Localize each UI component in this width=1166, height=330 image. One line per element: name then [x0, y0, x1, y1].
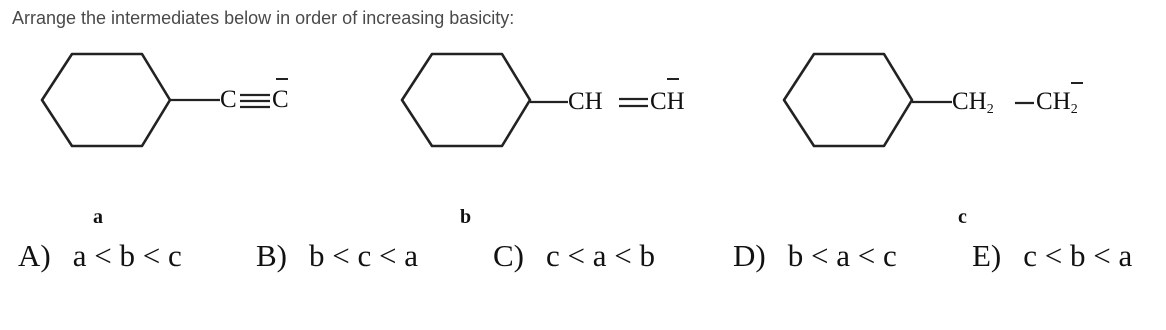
answer-choice-c[interactable] — [493, 238, 655, 274]
molecule-b — [402, 54, 679, 146]
cyclohexane-ring-b — [402, 54, 530, 146]
choice-letter-a: A) — [18, 238, 51, 273]
molecule-label-a: a — [93, 206, 103, 228]
group-c-carbon-1-text: CH — [952, 88, 987, 115]
group-c-carbon-1 — [952, 88, 994, 118]
choice-text-b: b < c < a — [309, 238, 418, 273]
choice-text-e: c < b < a — [1023, 238, 1133, 273]
group-a-carbon-2: C — [272, 86, 289, 113]
answer-choice-d[interactable] — [733, 238, 897, 274]
answer-choice-e[interactable] — [972, 238, 1132, 274]
answer-choice-b[interactable] — [256, 238, 418, 274]
question-text: Arrange the intermediates below in order of increasing basicity: — [12, 8, 515, 28]
choice-letter-b: B) — [256, 238, 287, 273]
choice-text-a: a < b < c — [72, 238, 182, 273]
answer-choice-a[interactable] — [18, 238, 182, 274]
cyclohexane-ring-a — [42, 54, 170, 146]
choice-text-d: b < a < c — [787, 238, 897, 273]
choice-letter-c: C) — [493, 238, 524, 273]
group-c-subscript-2: 2 — [1070, 102, 1078, 117]
choice-letter-e: E) — [972, 238, 1002, 273]
group-b-carbon-2: CH — [650, 88, 685, 115]
group-c-carbon-2 — [1036, 88, 1078, 118]
choice-text-c: c < a < b — [546, 238, 655, 273]
group-b-carbon-1: CH — [568, 88, 603, 115]
molecule-a — [42, 54, 288, 146]
group-a-carbon-1: C — [220, 86, 237, 113]
molecule-label-b: b — [460, 206, 472, 228]
molecule-label-c: c — [958, 206, 967, 228]
choice-letter-d: D) — [733, 238, 766, 273]
cyclohexane-ring-c — [784, 54, 912, 146]
group-c-carbon-2-text: CH — [1036, 88, 1071, 115]
group-c-subscript-1: 2 — [986, 102, 994, 117]
